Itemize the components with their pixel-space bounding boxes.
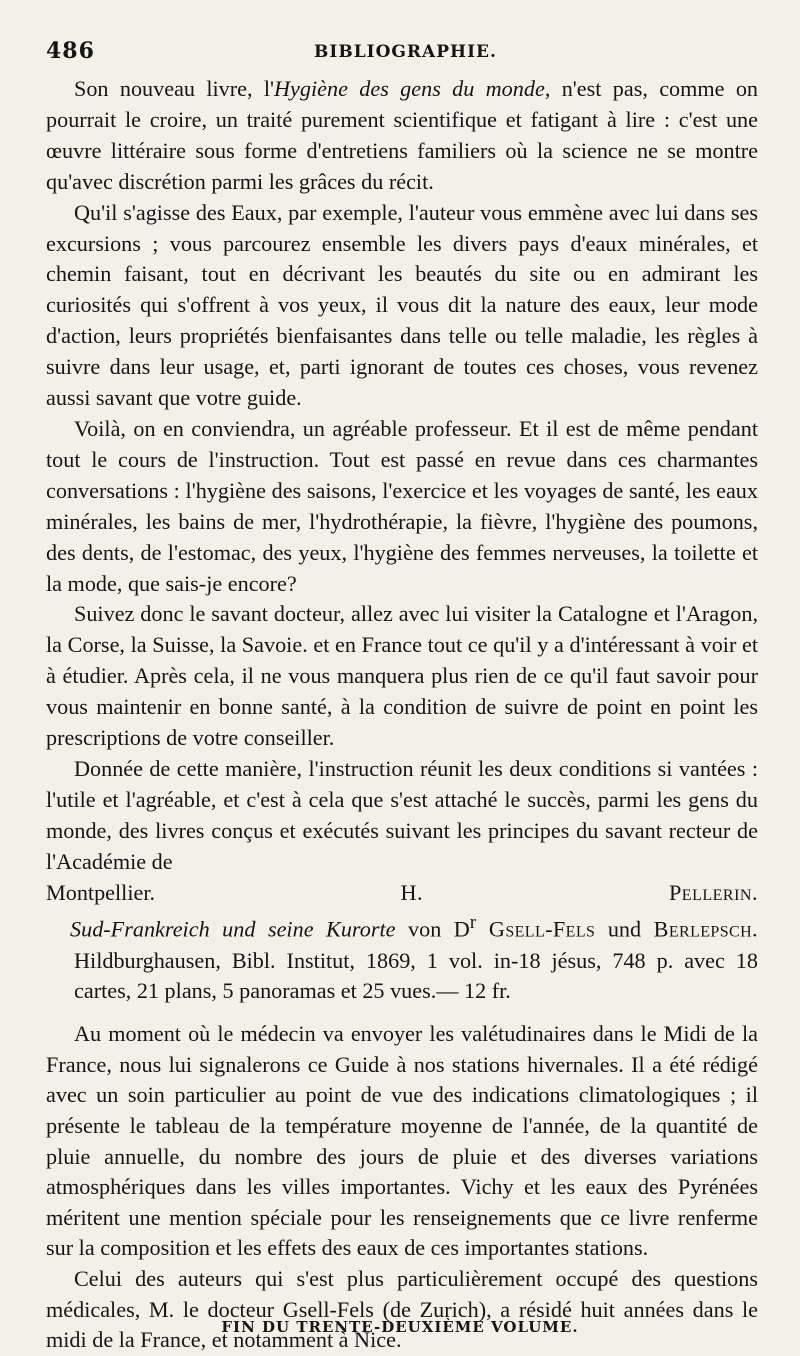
paragraph: Qu'il s'agisse des Eaux, par exemple, l'auteur vous emmène avec lui dans ses excursions ; vous parcourez ensemble les divers pays d'eaux minérales, et chemin faisant, tout en décrivant les beautés du site ou en admirant les curiosités qui s'offrent à vos yeux, il vous dit la nature des eaux, leur mode d'action, leurs propriétés bienfaisantes dans telle ou telle maladie, les règles à suivre dans leur usage, et, parti ignorant de toutes ces choses, vous revenez aussi savant que votre guide. — [46, 199, 758, 411]
superscript: r — [469, 913, 476, 934]
review-signature — [46, 878, 758, 909]
text-run: von D — [395, 916, 470, 942]
page-number: 486 — [46, 38, 95, 64]
page-body — [46, 74, 758, 1356]
book-details: Hildburghausen, Bibl. Institut, 1869, 1 vol. in-18 jésus, 748 p. avec 18 cartes, 21 plans, 5 panoramas et 25 vues.— 12 fr. — [74, 947, 758, 1004]
book-title-inline: Hygiène des gens du monde — [274, 76, 545, 101]
end-of-volume-note: FIN DU TRENTE-DEUXIÈME VOLUME. — [221, 1318, 579, 1336]
book-author: Gsell-Fels — [476, 916, 596, 942]
running-head: BIBLIOGRAPHIE. — [314, 42, 497, 62]
paragraph: Au moment où le médecin va envoyer les valétudinaires dans le Midi de la France, nous lui signalerons ce Guide à nos stations hivernales. Il a été rédigé avec un soin particulier au point de vue des indications climatologiques ; il présente le tableau de la température moyenne de l'année, de la quantité de pluie annuelle, du nombre des jours de pluie et des diverses variations atmosphériques dans les villes importantes. Vichy et les eaux des Pyrénées méritent une mention spéciale pour les renseignements que ce livre renferme sur la composition et les effets des eaux de ces importantes stations. — [46, 1021, 758, 1261]
paragraph: Celui des auteurs qui s'est plus particulièrement occupé des questions médicales, M. le docteur Gsell-Fels (de Zurich), a résidé huit années dans le midi de la France, et notamment à Nice. — [46, 1266, 758, 1353]
book-title: Sud-Frankreich und seine Kurorte — [70, 916, 396, 942]
bibliographic-entry — [46, 908, 758, 1007]
text-run: und — [595, 916, 654, 942]
paragraph — [46, 74, 758, 198]
paragraph: Voilà, on en conviendra, un agréable professeur. Et il est de même pendant tout le cours de l'instruction. Tout est passé en revue dans ces charmantes conversations : l'hygiène des saisons, l'exercice et les voyages de santé, les eaux minérales, les bains de mer, l'hydrothérapie, la fièvre, l'hygiène des poumons, des dents, de l'estomac, des yeux, l'hygiène des femmes nerveuses, la toilette et la mode, que sais-je encore? — [46, 415, 758, 596]
signature-place: Montpellier. — [46, 879, 156, 905]
signature-name: H. Pellerin. — [400, 879, 758, 905]
review-sud-frankreich — [46, 1019, 758, 1356]
paragraph: Suivez donc le savant docteur, allez avec lui visiter la Catalogne et l'Aragon, la Corse, la Suisse, la Savoie. et en France tout ce qu'il y a d'intéressant à voir et à étudier. Après cela, il ne vous manquera plus rien de ce qu'il faut savoir pour vous maintenir en bonne santé, à la condition de suivre de point en point les prescriptions de votre conseiller. — [46, 601, 758, 751]
text-run: Son nouveau livre, l' — [74, 76, 275, 101]
page-header — [46, 28, 758, 68]
paragraph: Donnée de cette manière, l'instruction réunit les deux conditions si vantées : l'utile et l'agréable, et c'est à cela que s'est attaché le succès, parmi les gens du monde, des livres conçus et exécutés suivant les principes du savant recteur de l'Académie de — [46, 755, 758, 874]
text-run: , n'est pas, comme on pourrait le croire, un traité purement scientifique et fatigant à lire : c'est une œuvre littéraire sous forme d'entretiens familiers où la science ne se montre qu'avec discrétion parmi les grâces du récit. — [46, 76, 759, 194]
review-hygiene — [46, 74, 758, 908]
book-author: Berlepsch. — [653, 916, 758, 942]
